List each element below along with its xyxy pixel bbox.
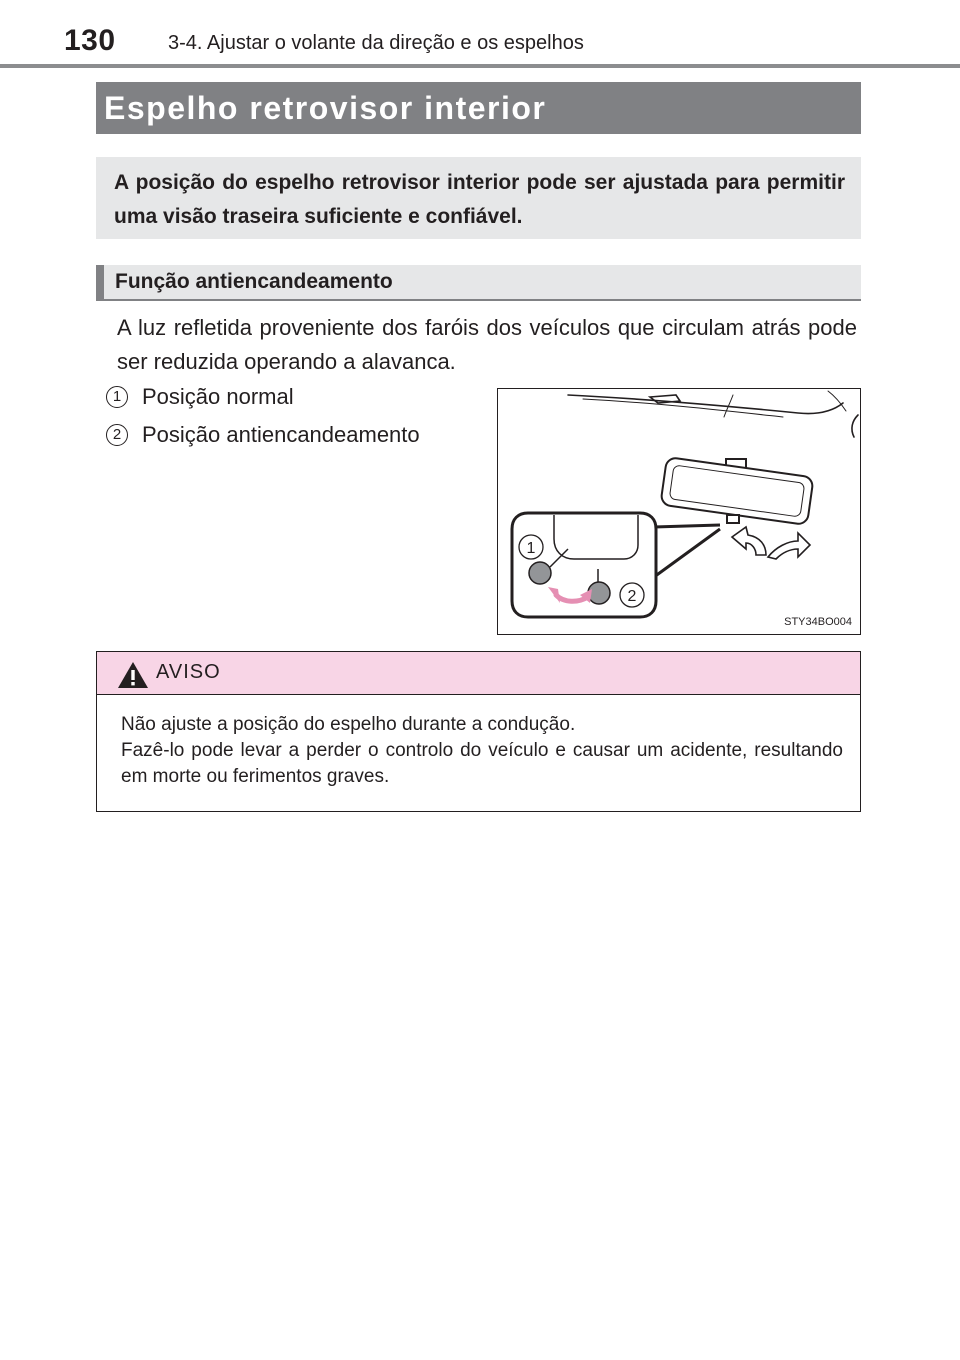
header-rule xyxy=(0,64,960,68)
warning-line-1: Não ajuste a posição do espelho durante a condução. xyxy=(121,714,576,735)
section-title: Espelho retrovisor interior xyxy=(96,82,861,134)
warning-header xyxy=(97,652,860,695)
warning-title: AVISO xyxy=(156,661,221,683)
callout-2-label: 2 xyxy=(627,588,637,605)
subsection-heading: Função antiencandeamento xyxy=(96,265,861,301)
warning-triangle-icon xyxy=(117,661,149,689)
mirror-drawing xyxy=(498,389,860,634)
figure-code: STY34BO004 xyxy=(784,616,852,628)
legend-number-2: 2 xyxy=(106,424,128,446)
intro-summary: A posição do espelho retrovisor interior pode ser ajustada para permitir uma visão traseira suficiente e confiável. xyxy=(96,157,861,239)
legend-text-2: Posição antiencandeamento xyxy=(142,422,420,447)
warning-box xyxy=(96,651,861,812)
warning-line-2: Fazê-lo pode levar a perder o controlo do veículo e causar um acidente, resultando em morte ou ferimentos graves. xyxy=(121,740,843,787)
legend-number-1: 1 xyxy=(106,386,128,408)
mirror-illustration xyxy=(497,388,861,635)
subsection-body: A luz refletida proveniente dos faróis dos veículos que circulam atrás pode ser reduzida operando a alavanca. xyxy=(117,315,857,374)
page-number: 130 xyxy=(64,24,116,57)
callout-1-label: 1 xyxy=(526,540,536,557)
warning-body xyxy=(121,712,843,790)
legend-text-1: Posição normal xyxy=(142,384,294,409)
running-header: 3-4. Ajustar o volante da direção e os espelhos xyxy=(168,32,584,54)
